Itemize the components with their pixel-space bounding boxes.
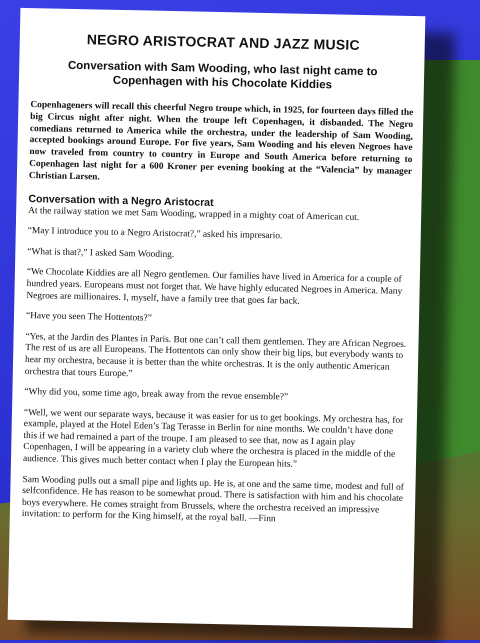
document-title: NEGRO ARISTOCRAT AND JAZZ MUSIC: [86, 31, 360, 53]
paragraph: Sam Wooding pulls out a small pipe and lights up. He is, at one and the same time, modest and full of selfconfidence. He has reason to be somewhat proud. There is satisfaction with him and his chocolate boys everywhere. He comes straight from Brussels, where the orchestra received an impressive invitation: to perform for the King himself, at the royal ball. —Finn: [21, 474, 404, 525]
paragraph: “May I introduce you to a Negro Aristocrat?,” asked his impresario.: [27, 226, 283, 242]
paragraph: “Well, we went our separate ways, because it was easier for us to get bookings. My orchestra has, for example, played at the Hotel Eden’s Tag Terasse in Berlin for nine months. We couldn’t have done this if we had remained a part of the troupe. I am pleased to see that, now as I again play Copenhagen, I will be appearing in a variety club where the orchestra is placed in the middle of the audience. This gives much better contact when I play the European hits.”: [22, 407, 404, 470]
document-page: [8, 8, 426, 628]
paragraph: “Why did you, some time ago, break away from the revue ensemble?”: [24, 387, 289, 403]
paragraph: “What is that?,” I asked Sam Wooding.: [27, 246, 175, 260]
intro-paragraph: Copenhageners will recall this cheerful Negro troupe which, in 1925, for fourteen days filled the big Circus night after night. When the troupe left Copenhagen, it disbanded. The Negro comedians returned to America while the orchestra, under the leadership of Sam Wooding, accepted bookings around Europe. For five years, Sam Wooding and his eleven Negroes have now traveled from country to country in Europe and South America before returning to Copenhagen last night for a 600 Kroner per evening booking at the “Valencia” by manager Christian Larsen.: [28, 100, 414, 183]
paragraph: “Yes, at the Jardin des Plantes in Paris. But one can’t call them gentlemen. They are African Negroes. The rest of us are all Europeans. The Hottentots can only show their big lips, but everybody wants to hear my orchestra, because it is better than the white orchestras. It is the only authentic American orchestra that tours Europe.”: [24, 331, 407, 379]
paragraph: “We Chocolate Kiddies are all Negro gentlemen. Our families have lived in America for a couple of hundred years. Europeans must not forget that. We have highly educated Negroes in America. Many Negroes are millionaires. I, myself, have a family tree that goes far back.: [26, 267, 403, 307]
paragraph: “Have you seen The Hottentots?”: [25, 311, 152, 324]
section-heading: Conversation with a Negro Aristocrat: [28, 192, 214, 209]
paragraph: At the railway station we met Sam Wooding, wrapped in a mighty coat of American cut.: [28, 205, 360, 223]
article-body: [22, 206, 412, 529]
document-subtitle: Conversation with Sam Wooding, who last night came to Copenhagen with his Chocolate Kiddies: [67, 59, 378, 92]
